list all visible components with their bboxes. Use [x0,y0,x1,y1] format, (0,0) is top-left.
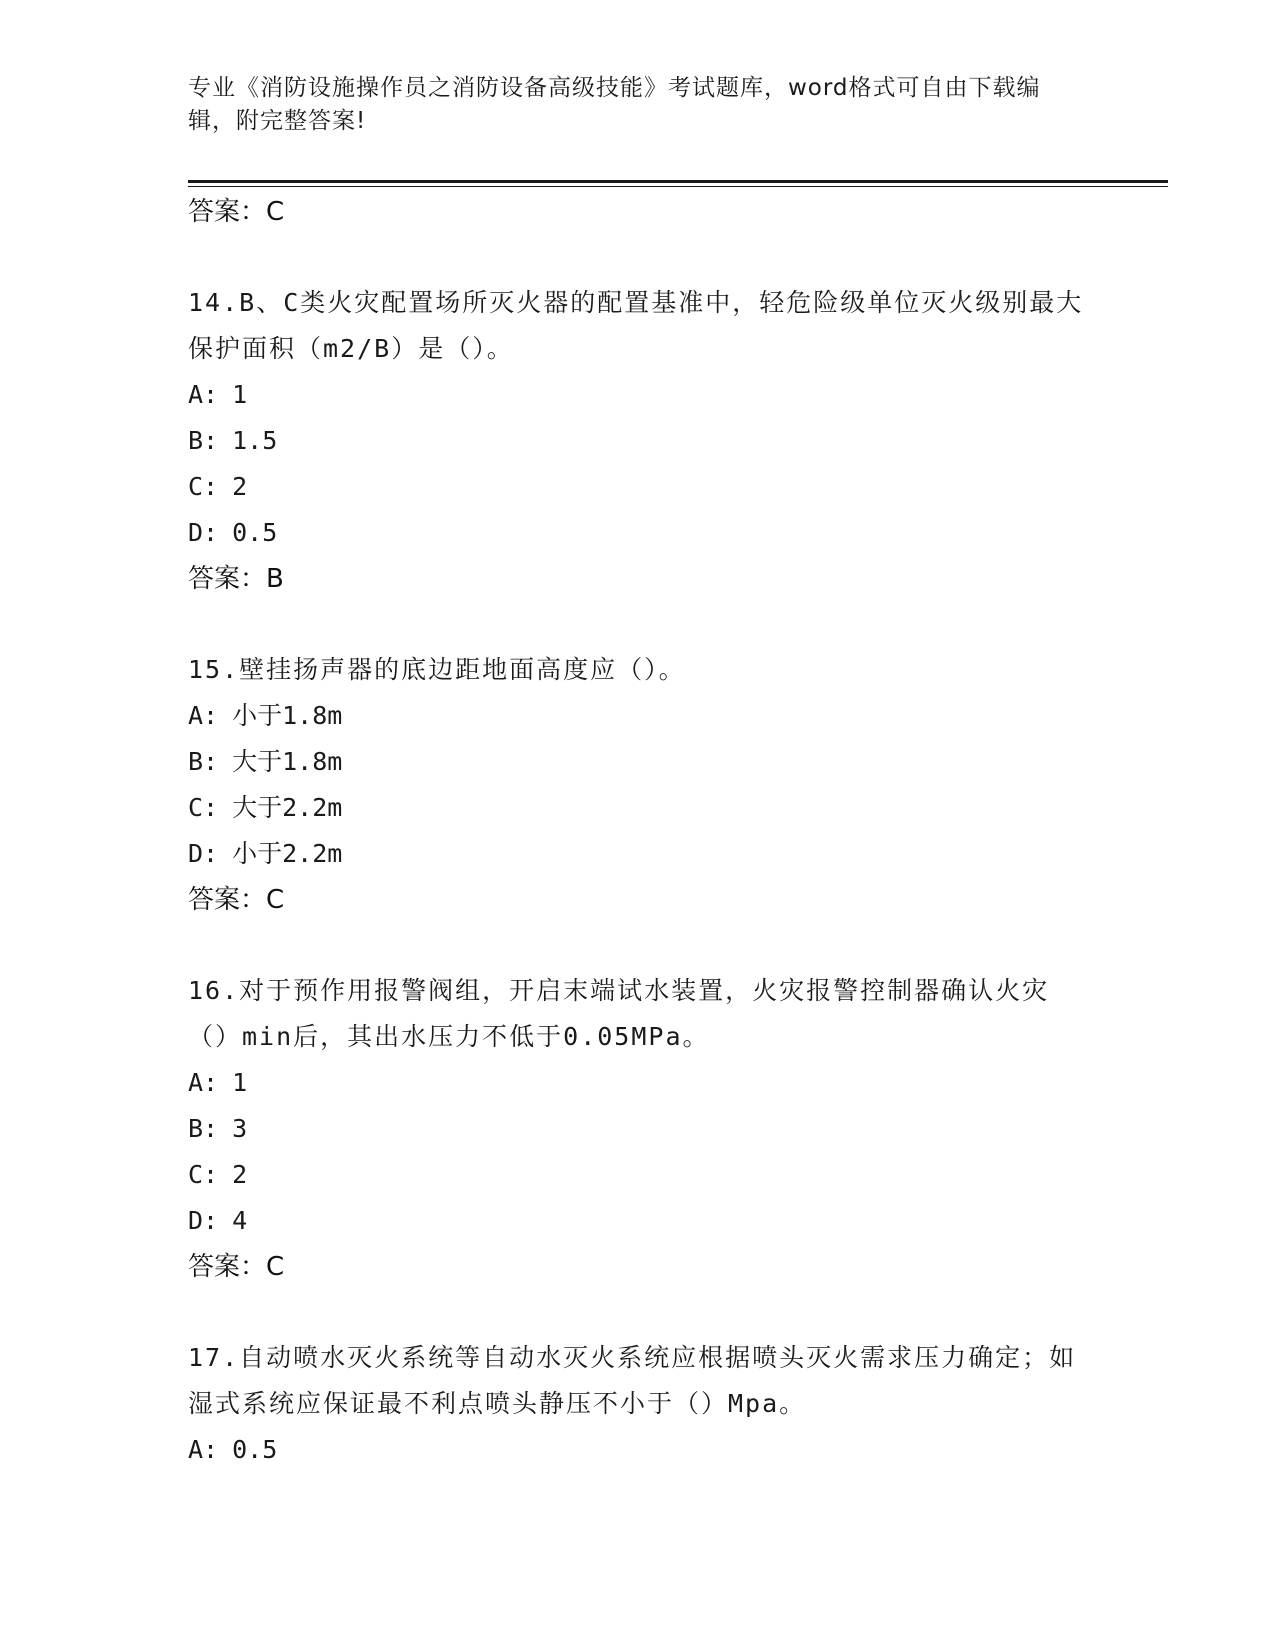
option-value: 小于2.2m [232,839,343,868]
question-16-option-d [188,1198,1088,1244]
option-key: A: [188,1435,219,1464]
option-value: 3 [232,1114,248,1143]
option-key: D: [188,839,219,868]
question-15-text: 15.壁挂扬声器的底边距地面高度应（）。 [188,655,686,684]
question-15-option-b [188,739,1088,785]
option-key: D: [188,518,219,547]
option-value: 大于1.8m [232,747,343,776]
question-14-option-a [188,372,1088,418]
question-15-answer: 答案：C [188,885,285,915]
question-16-answer: 答案：C [188,1252,285,1282]
option-key: D: [188,1206,219,1235]
question-15-option-a [188,693,1088,739]
option-value: 0.5 [232,518,278,547]
option-key: A: [188,701,219,730]
question-17-option-a [188,1427,1088,1473]
question-15-option-d [188,831,1088,877]
question-16-option-b [188,1106,1088,1152]
document-header-text: 专业《消防设施操作员之消防设备高级技能》考试题库，word格式可自由下载编辑，附完整答案! [188,75,1041,134]
question-16-text: 16.对于预作用报警阀组，开启末端试水装置，火灾报警控制器确认火灾（）min后，其出水压力不低于0.05MPa。 [188,976,1050,1051]
question-14-answer: 答案：B [188,564,284,594]
option-key: C: [188,1160,219,1189]
option-key: C: [188,793,219,822]
option-key: B: [188,426,219,455]
previous-answer: 答案：C [188,197,285,227]
option-value: 4 [232,1206,248,1235]
option-key: B: [188,1114,219,1143]
question-15-option-c [188,785,1088,831]
option-key: A: [188,380,219,409]
option-value: 2 [232,1160,248,1189]
option-key: C: [188,472,219,501]
option-value: 大于2.2m [232,793,343,822]
header-rule-thick [188,180,1168,183]
question-list [188,189,1088,1473]
option-value: 1 [232,380,248,409]
header-rule-thin [188,186,1168,187]
question-14-option-d [188,510,1088,556]
question-16-option-a [188,1060,1088,1106]
option-value: 小于1.8m [232,701,343,730]
option-key: A: [188,1068,219,1097]
question-16-option-c [188,1152,1088,1198]
option-value: 0.5 [232,1435,278,1464]
option-value: 1 [232,1068,248,1097]
option-value: 1.5 [232,426,278,455]
question-14-text: 14.B、C类火灾配置场所灭火器的配置基准中，轻危险级单位灭火级别最大保护面积（m2/B）是（）。 [188,288,1084,363]
question-14-option-c [188,464,1088,510]
question-14-option-b [188,418,1088,464]
option-key: B: [188,747,219,776]
option-value: 2 [232,472,248,501]
question-17-text: 17.自动喷水灭火系统等自动水灭火系统应根据喷头灭火需求压力确定；如湿式系统应保证最不利点喷头静压不小于（）Mpa。 [188,1343,1077,1418]
